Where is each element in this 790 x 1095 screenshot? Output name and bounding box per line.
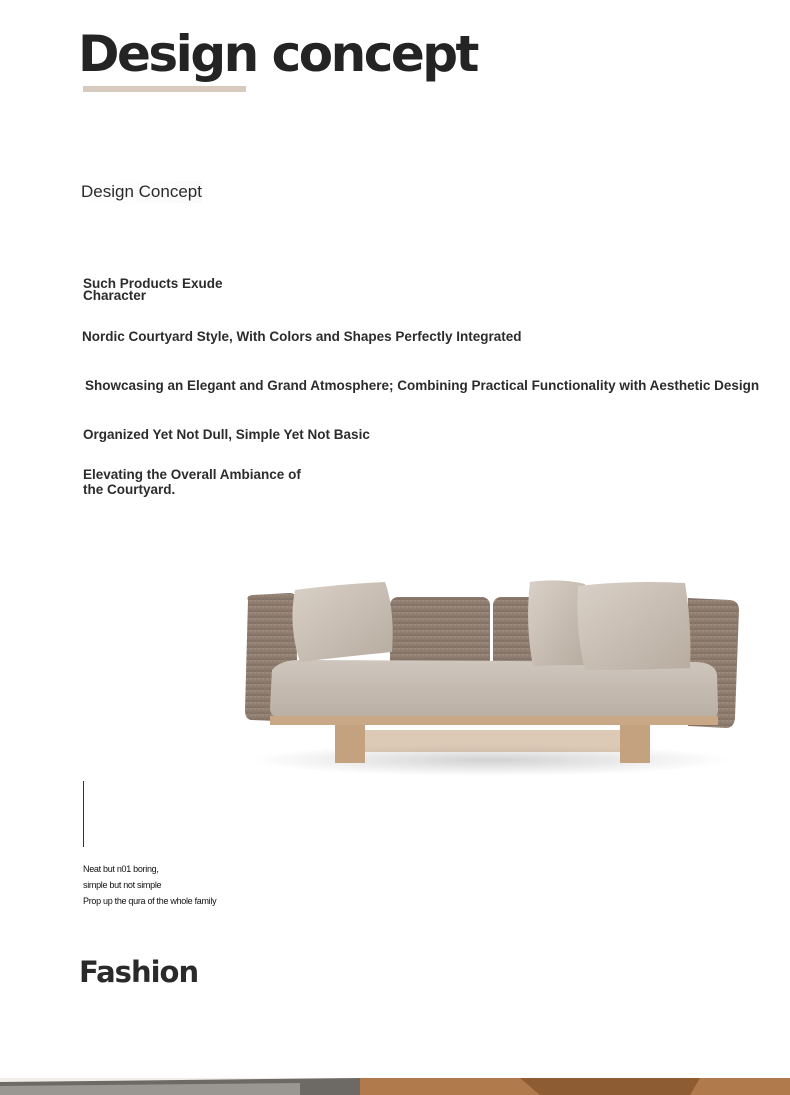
fashion-heading: Fashion <box>79 955 199 989</box>
concept-line-5: Elevating the Overall Ambiance of the Courtyard. <box>83 467 301 497</box>
concept-line-3: Showcasing an Elegant and Grand Atmosphere; Combining Practical Functionality with Aesthetic Design <box>85 378 760 393</box>
small-text-1: Neat but n01 boring, <box>83 864 159 874</box>
page-title: Design concept <box>78 25 477 83</box>
section-label: Design Concept <box>81 182 202 201</box>
vertical-divider <box>83 781 84 847</box>
concept-line-1b: Character <box>83 288 147 303</box>
sofa-image <box>240 570 745 780</box>
concept-line-1 <box>83 278 303 302</box>
concept-line-1a: Such Products Exude <box>83 276 223 291</box>
concept-line-4: Organized Yet Not Dull, Simple Yet Not Basic <box>83 427 370 442</box>
small-text-3: Prop up the qura of the whole family <box>83 896 217 906</box>
small-text-2: simple but not simple <box>83 880 162 890</box>
next-image-strip <box>0 1078 790 1095</box>
concept-line-2: Nordic Courtyard Style, With Colors and Shapes Perfectly Integrated <box>82 329 522 344</box>
title-underline <box>83 86 246 92</box>
